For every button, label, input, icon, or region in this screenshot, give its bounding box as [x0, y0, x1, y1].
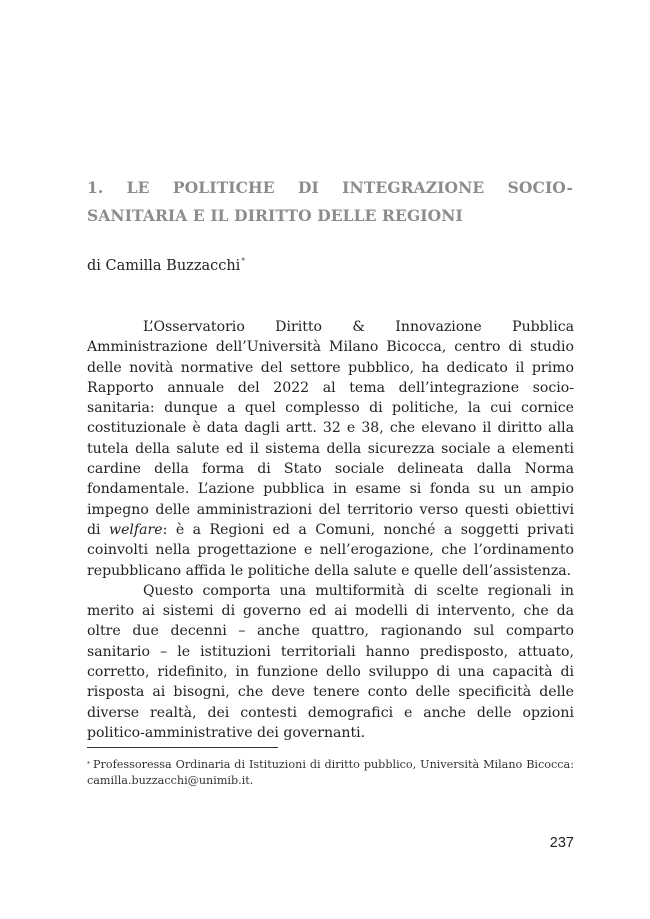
paragraph-1-text-a: L’Osservatorio Diritto & Innovazione Pubblica Amministrazione dell’Università Milano Bicocca, centro di studio delle novità normative del settore pubblico, ha dedicato il primo Rapporto annuale del 2022 al tema dell’integrazione socio-sanitaria: dunque a quel complesso di politiche, la cui cornice costituzionale è data dagli artt. 32 e 38, che elevano il diritto alla tutela della salute ed il sistema della sicurezza sociale a elementi cardine della forma di Stato sociale delineata dalla Norma fondamentale. L’azione pubblica in esame si fonda su un ampio impegno delle amministrazioni del territorio verso questi obiettivi di	[87, 319, 574, 538]
author-byline	[87, 258, 245, 274]
footnote	[87, 757, 574, 789]
paragraph-1	[87, 317, 574, 581]
footnote-marker: *	[87, 761, 90, 768]
chapter-title-line-1: 1. LE POLITICHE DI INTEGRAZIONE SOCIO-	[87, 178, 573, 197]
page-number: 237	[549, 835, 574, 851]
paragraph-2: Questo comporta una multiformità di scelte regionali in merito ai sistemi di governo ed ai modelli di intervento, che da oltre due decenni – anche quattro, ragionando sul comparto sanitario – le istituzioni territoriali hanno predisposto, attuato, corretto, ridefinito, in funzione dello sviluppo di una capacità di risposta ai bisogni, che deve tenere conto delle specificità delle diverse realtà, dei contesti demografici e anche delle opzioni politico-amministrative dei governanti.	[87, 582, 574, 741]
author-footnote-marker[interactable]: *	[241, 257, 245, 265]
chapter-title	[87, 174, 573, 230]
paragraph-1-text-b: : è a Regioni ed a Comuni, nonché a soggetti privati coinvolti nella progettazione e nell’erogazione, che l’ordinamento repubblicano affida le politiche della salute e quelle dell’assistenza.	[87, 521, 574, 579]
footnote-divider	[87, 747, 278, 748]
body-text	[87, 317, 574, 743]
footnote-text: Professoressa Ordinaria di Istituzioni di diritto pubblico, Università Milano Bicocca: camilla.buzzacchi@unimib.it.	[87, 758, 574, 787]
paragraph-1-welfare-term: welfare	[109, 521, 163, 538]
author-name: di Camilla Buzzacchi	[87, 258, 241, 274]
chapter-title-line-2: SANITARIA E IL DIRITTO DELLE REGIONI	[87, 206, 463, 225]
